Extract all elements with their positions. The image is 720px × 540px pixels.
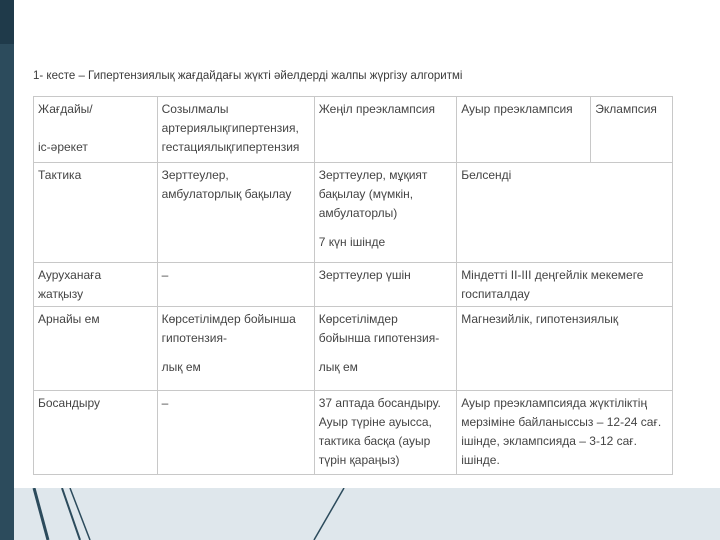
slide-left-bar-top xyxy=(0,0,14,44)
table-header-row xyxy=(34,97,673,163)
cell-text: лық ем xyxy=(161,360,201,374)
cell-text: Көрсетілімдер бойынша гипотензия- xyxy=(318,312,440,345)
cell xyxy=(314,307,456,391)
cell-text: Зерттеулер, мұқият бақылау (мүмкін, амбулаторлы) xyxy=(318,168,428,220)
cell-text: Көрсетілімдер бойынша гипотензия- xyxy=(161,312,296,345)
cell: – xyxy=(157,263,314,307)
table-row-hospitalization xyxy=(34,263,673,307)
table-row-delivery xyxy=(34,391,673,475)
cell: 37 аптада босандыру. Ауыр түріне ауысса, тактика басқа (ауыр түрін қараңыз) xyxy=(314,391,456,475)
cell: Зерттеулер үшін xyxy=(314,263,456,307)
row-label: Арнайы ем xyxy=(34,307,158,391)
table-row-special-treatment xyxy=(34,307,673,391)
cell: Ауыр преэклампсияда жүктіліктің мерзіміне байланыссыз – 12-24 сағ. ішінде, эклампсияда – 3-12 сағ. ішінде. xyxy=(457,391,673,475)
row-label: Тактика xyxy=(34,163,158,263)
algorithm-table xyxy=(33,96,673,475)
table-caption: 1- кесте – Гипертензиялық жағдайдағы жүкті әйелдерді жалпы жүргізу алгоритмі xyxy=(33,70,463,82)
cell: Зерттеулер, амбулаторлық бақылау xyxy=(157,163,314,263)
cell: – xyxy=(157,391,314,475)
cell: Міндетті ІІ-ІІІ деңгейлік мекемеге госпиталдау xyxy=(457,263,673,307)
header-cell-condition: Жағдайы/ іс-әрекет xyxy=(34,97,158,163)
cell: Белсенді xyxy=(457,163,673,263)
cell: Магнезийлік, гипотензиялық xyxy=(457,307,673,391)
decorative-lines xyxy=(14,488,720,540)
slide-left-bar xyxy=(0,0,14,540)
header-cell-eclampsia: Эклампсия xyxy=(591,97,673,163)
cell-text: лық ем xyxy=(318,360,358,374)
row-label: Босандыру xyxy=(34,391,158,475)
header-cell-chronic-hypertension: Созылмалы артериялықгипертензия, гестациялықгипертензия xyxy=(157,97,314,163)
header-cell-mild-preeclampsia: Жеңіл преэклампсия xyxy=(314,97,456,163)
cell xyxy=(314,163,456,263)
table-row-tactics xyxy=(34,163,673,263)
cell-text: 7 күн ішінде xyxy=(318,235,386,249)
row-label: Ауруханаға жатқызу xyxy=(34,263,158,307)
cell xyxy=(157,307,314,391)
header-cell-severe-preeclampsia: Ауыр преэклампсия xyxy=(457,97,591,163)
